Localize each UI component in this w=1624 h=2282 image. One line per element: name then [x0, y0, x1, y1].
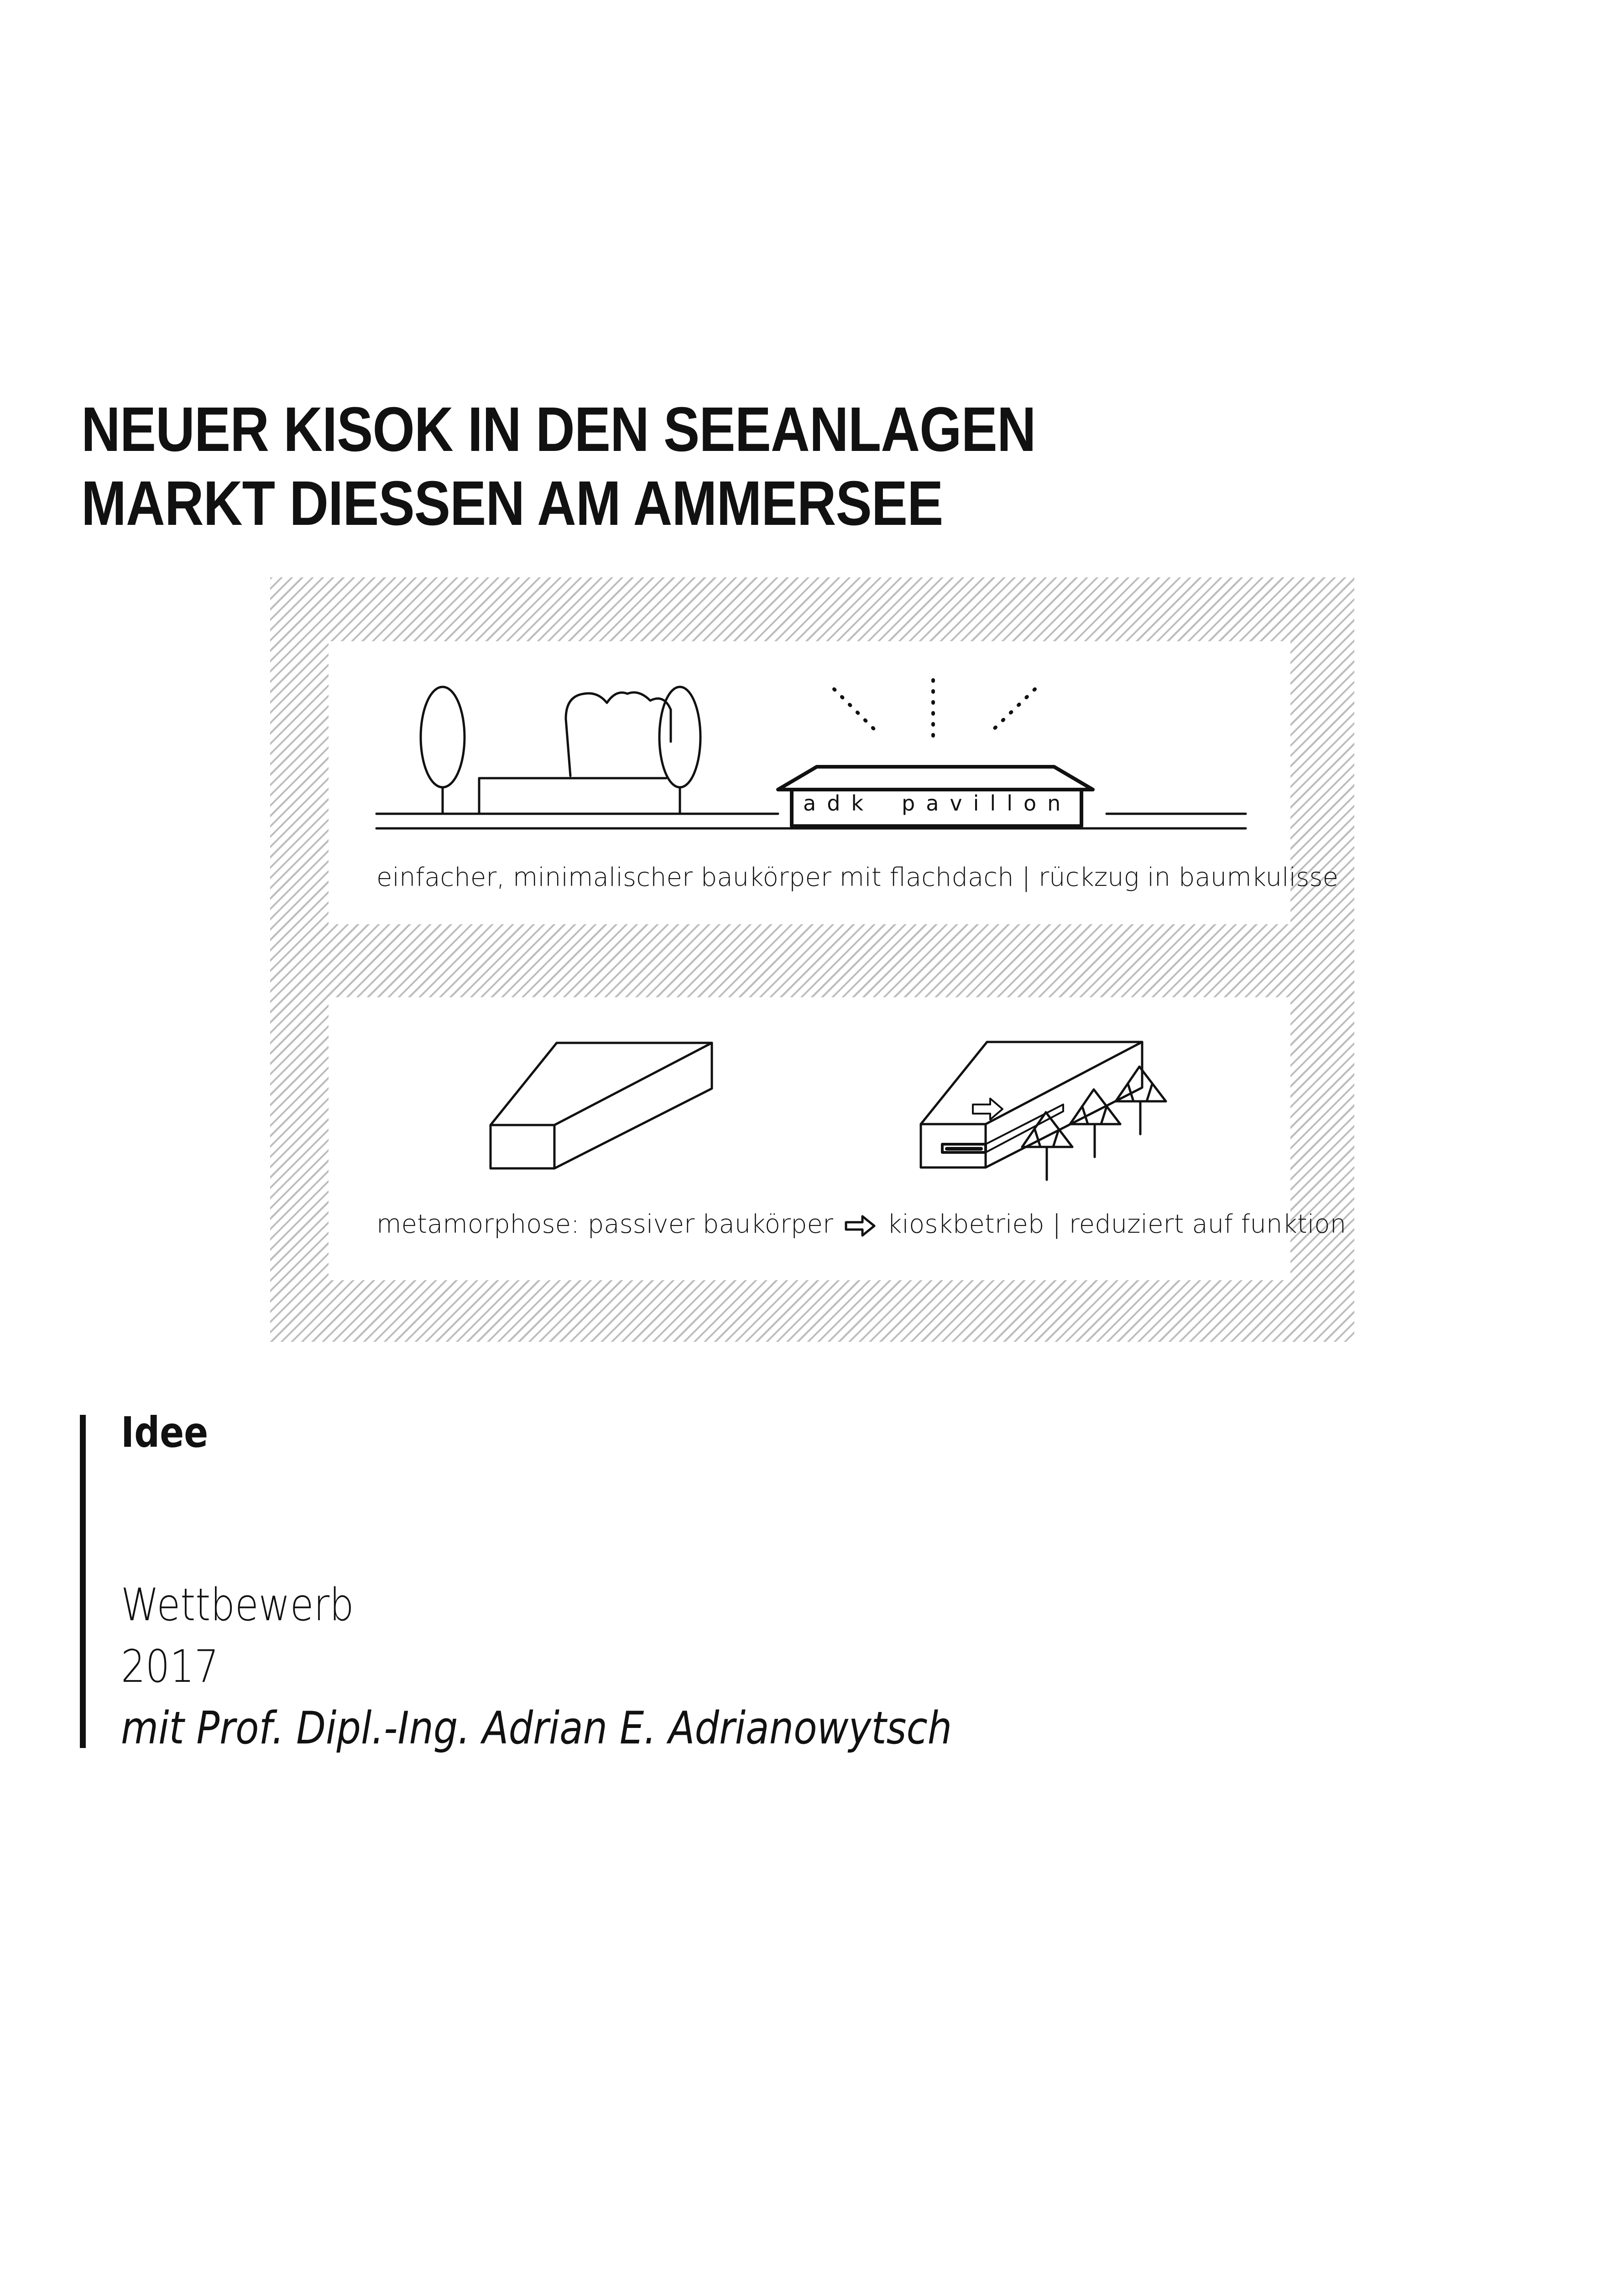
project-collaborator: mit Prof. Dipl.-Ing. Adrian E. Adrianowytsch	[121, 1702, 952, 1754]
kiosk-block-icon	[921, 1042, 1142, 1167]
pavilion-label-part-1: adk	[803, 791, 875, 816]
pavilion-label	[789, 791, 1072, 816]
project-meta	[121, 1575, 952, 1759]
title-line-1: NEUER KISOK IN DEN SEEANLAGEN	[81, 394, 1036, 465]
parasol-icon-2	[1070, 1089, 1120, 1157]
title-line-2: MARKT DIESSEN AM AMMERSEE	[81, 468, 943, 539]
project-type: Wettbewerb	[121, 1579, 354, 1631]
arrow-right-icon	[844, 1214, 876, 1237]
parasol-icon-3	[1116, 1067, 1166, 1134]
diagram-card-metamorphosis	[329, 997, 1347, 1280]
project-year: 2017	[121, 1641, 219, 1693]
concept-diagram-panel	[270, 577, 1354, 1342]
pavilion-roof	[778, 767, 1093, 790]
metamorphosis-caption	[376, 1209, 1346, 1239]
section-accent-bar	[80, 1415, 86, 1748]
caption-kiosk: kioskbetrieb | reduziert auf funktion	[887, 1209, 1347, 1239]
sun-ray-left	[834, 689, 880, 735]
passive-block-icon	[491, 1043, 712, 1168]
section-heading: Idee	[121, 1408, 209, 1457]
diagram-card-elevation	[329, 641, 1338, 924]
low-building	[479, 778, 666, 814]
tree-bushy-crown	[566, 692, 671, 776]
sun-ray-right	[988, 689, 1035, 735]
tree-left-crown	[421, 687, 465, 787]
tree-right-crown	[659, 687, 700, 787]
caption-passive: metamorphose: passiver baukörper	[376, 1209, 833, 1239]
page-title	[81, 393, 1036, 540]
elevation-caption: einfacher, minimalischer baukörper mit flachdach | rückzug in baumkulisse	[376, 863, 1338, 892]
pavilion-label-part-2: pavillon	[902, 791, 1072, 816]
